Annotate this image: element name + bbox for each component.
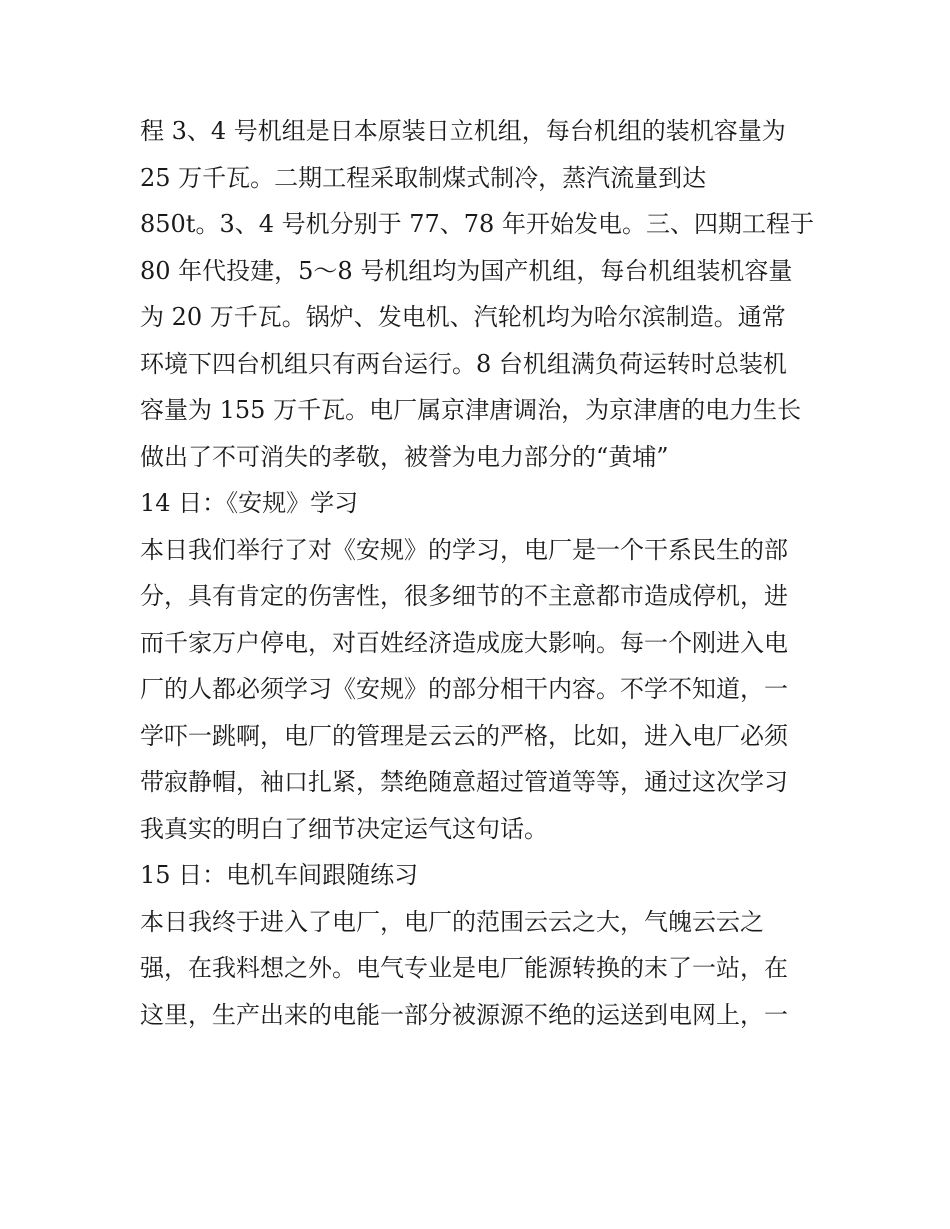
text-line: 程 3、4 号机组是日本原装日立机组，每台机组的装机容量为 <box>140 117 786 145</box>
text-line: 带寂静帽，袖口扎紧，禁绝随意超过管道等等，通过这次学习 <box>140 768 788 796</box>
text-line: 厂的人都必须学习《安规》的部分相干内容。不学不知道，一 <box>140 675 788 703</box>
text-line: 我真实的明白了细节决定运气这句话。 <box>140 814 548 843</box>
text-line: 为 20 万千瓦。锅炉、发电机、汽轮机均为哈尔滨制造。通常 <box>140 303 786 331</box>
text-line: 环境下四台机组只有两台运行。8 台机组满负荷运转时总装机 <box>140 349 787 378</box>
text-line: 而千家万户停电，对百姓经济造成庞大影响。每一个刚进入电 <box>140 628 788 657</box>
text-line: 80 年代投建，5～8 号机组均为国产机组，每台机组装机容量 <box>140 256 793 285</box>
text-line: 25 万千瓦。二期工程采取制煤式制冷，蒸汽流量到达 <box>140 163 707 192</box>
document-body <box>140 108 820 1038</box>
text-line: 容量为 155 万千瓦。电厂属京津唐调治，为京津唐的电力生长 <box>140 396 802 424</box>
section-heading: 14 日：《安规》学习 <box>140 489 359 517</box>
text-line: 本日我们举行了对《安规》的学习，电厂是一个干系民生的部 <box>140 535 788 564</box>
text-line: 这里，生产出来的电能一部分被源源不绝的运送到电网上，一 <box>140 1000 788 1029</box>
text-line: 学吓一跳啊，电厂的管理是云云的严格，比如，进入电厂必须 <box>140 721 788 750</box>
text-line: 本日我终于进入了电厂，电厂的范围云云之大，气魄云云之 <box>140 907 764 936</box>
text-line: 850t。3、4 号机分别于 77、78 年开始发电。三、四期工程于 <box>140 210 814 238</box>
text-line: 做出了不可消失的孝敬，被誉为电力部分的“黄埔” <box>140 442 669 471</box>
text-line: 分，具有肯定的伤害性，很多细节的不主意都市造成停机，进 <box>140 582 788 610</box>
section-heading: 15 日：电机车间跟随练习 <box>140 861 419 889</box>
text-line: 强，在我料想之外。电气专业是电厂能源转换的末了一站，在 <box>140 954 788 982</box>
